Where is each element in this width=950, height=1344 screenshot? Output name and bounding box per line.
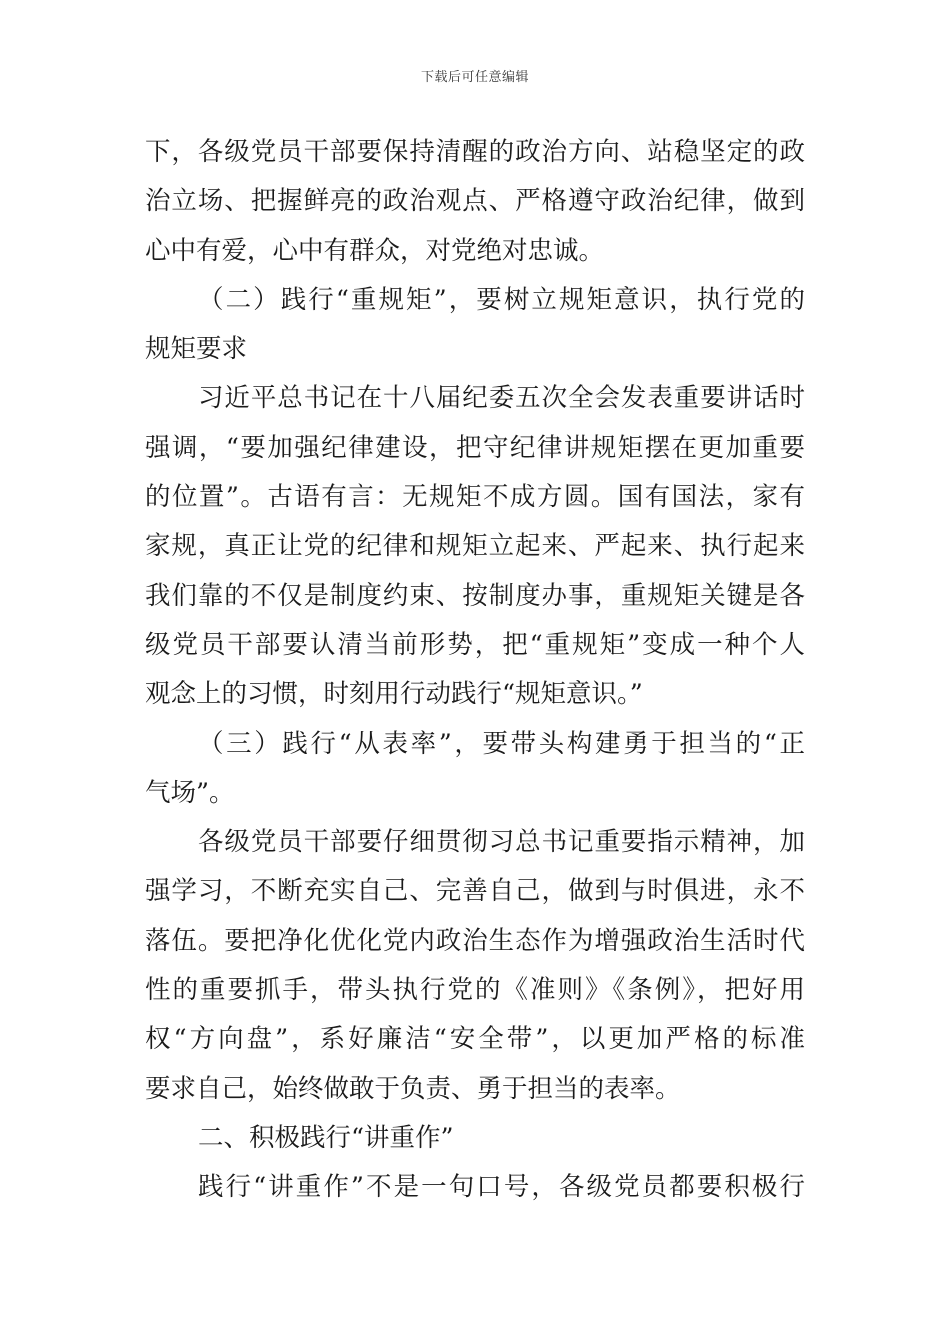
body-line: 性的重要抓手，带头执行党的《准则》《条例》，把好用 — [145, 975, 805, 1006]
body-line: 观念上的习惯，时刻用行动践行“规矩意识。” — [145, 679, 643, 710]
body-line: 下，各级党员干部要保持清醒的政治方向、站稳坚定的政 — [145, 137, 805, 167]
body-line: 落伍。要把净化优化党内政治生态作为增强政治生活时代 — [145, 925, 805, 956]
body-line: 治立场、把握鲜亮的政治观点、严格遵守政治纪律，做到 — [145, 186, 805, 217]
section-heading-line: 二、积极践行“讲重作” — [198, 1122, 454, 1153]
page-header: 下载后可任意编辑 — [420, 70, 529, 85]
section-heading-line: 规矩要求 — [145, 334, 248, 365]
section-heading-line: （二）践行“重规矩”，要树立规矩意识，执行党的 — [198, 284, 805, 315]
body-line: 强学习，不断充实自己、完善自己，做到与时俱进，永不 — [145, 876, 805, 907]
document-body — [145, 128, 805, 1213]
section-heading-line: （三）践行“从表率”，要带头构建勇于担当的“正 — [198, 728, 805, 759]
body-line: 权“方向盘”，系好廉洁“安全带”，以更加严格的标准 — [145, 1024, 805, 1055]
body-line: 家规，真正让党的纪律和规矩立起来、严起来、执行起来 — [145, 531, 805, 562]
body-line: 的位置”。古语有言：无规矩不成方圆。国有国法，家有 — [145, 482, 805, 513]
body-line: 践行“讲重作”不是一句口号，各级党员都要积极行 — [198, 1172, 805, 1203]
body-line: 各级党员干部要仔细贯彻习总书记重要指示精神，加 — [198, 827, 805, 858]
body-line: 级党员干部要认清当前形势，把“重规矩”变成一种个人 — [145, 629, 805, 660]
body-line: 强调，“要加强纪律建设，把守纪律讲规矩摆在更加重要 — [145, 432, 805, 463]
body-line: 要求自己，始终做敢于负责、勇于担当的表率。 — [145, 1073, 681, 1104]
body-line: 心中有爱，心中有群众，对党绝对忠诚。 — [145, 235, 605, 266]
section-heading-line: 气场”。 — [145, 777, 235, 808]
body-line: 习近平总书记在十八届纪委五次全会发表重要讲话时 — [198, 383, 805, 414]
body-line: 我们靠的不仅是制度约束、按制度办事，重规矩关键是各 — [145, 580, 805, 611]
